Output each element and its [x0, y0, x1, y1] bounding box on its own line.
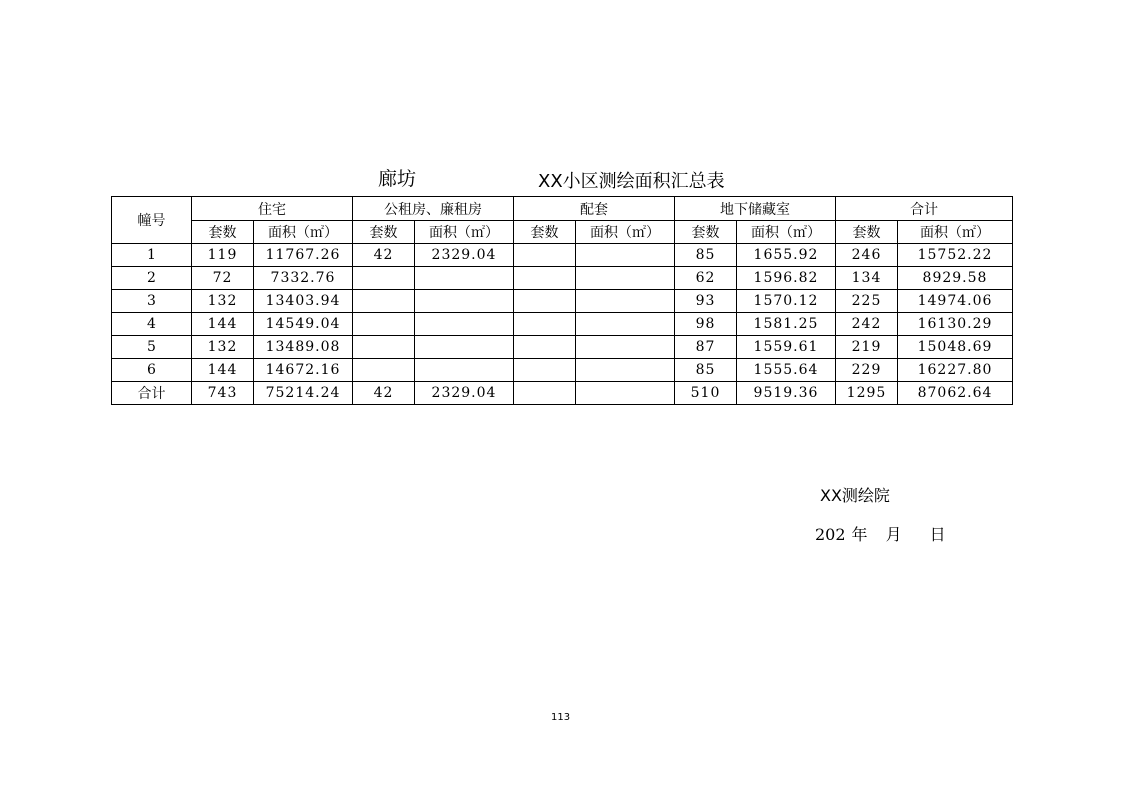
table-cell: 13403.94 [254, 290, 353, 313]
table-cell [576, 382, 675, 405]
table-cell: 1596.82 [737, 267, 836, 290]
table-cell: 144 [192, 359, 254, 382]
table-cell [514, 290, 576, 313]
table-row [112, 336, 1013, 359]
table-cell: 15048.69 [898, 336, 1013, 359]
table-cell: 85 [675, 244, 737, 267]
table-cell [576, 267, 675, 290]
row-building-cell: 5 [112, 336, 192, 359]
table-cell [415, 290, 514, 313]
table-cell: 98 [675, 313, 737, 336]
table-cell [514, 359, 576, 382]
table-cell [514, 336, 576, 359]
header-units: 套数 [836, 221, 898, 244]
table-cell [576, 336, 675, 359]
table-cell: 87 [675, 336, 737, 359]
table-cell [353, 313, 415, 336]
table-cell: 219 [836, 336, 898, 359]
table-cell: 11767.26 [254, 244, 353, 267]
table-cell: 14974.06 [898, 290, 1013, 313]
table-cell: 242 [836, 313, 898, 336]
table-cell: 1581.25 [737, 313, 836, 336]
table-cell: 13489.08 [254, 336, 353, 359]
date-day-label: 日 [929, 525, 946, 544]
table-cell: 14549.04 [254, 313, 353, 336]
title-prefix: 廊坊 [378, 168, 417, 190]
table-cell [353, 336, 415, 359]
table-cell: 132 [192, 336, 254, 359]
row-building-cell: 2 [112, 267, 192, 290]
row-building-cell: 4 [112, 313, 192, 336]
header-area: 面积（㎡） [898, 221, 1013, 244]
table-cell: 229 [836, 359, 898, 382]
header-group-residential: 住宅 [192, 197, 353, 221]
table-cell: 1570.12 [737, 290, 836, 313]
signature-date [815, 522, 946, 545]
table-cell: 510 [675, 382, 737, 405]
table-cell [415, 359, 514, 382]
table-row [112, 382, 1013, 405]
table-cell [576, 290, 675, 313]
table-cell: 62 [675, 267, 737, 290]
table-cell [514, 267, 576, 290]
header-area: 面积（㎡） [254, 221, 353, 244]
table-cell [514, 244, 576, 267]
table-cell [415, 336, 514, 359]
header-units: 套数 [192, 221, 254, 244]
table-row [112, 313, 1013, 336]
table-cell [514, 382, 576, 405]
date-year: 202 [815, 525, 846, 544]
table-cell: 1555.64 [737, 359, 836, 382]
table-cell: 225 [836, 290, 898, 313]
table-cell: 2329.04 [415, 382, 514, 405]
table-cell: 14672.16 [254, 359, 353, 382]
page-title: XX小区测绘面积汇总表 [538, 171, 725, 192]
table-row [112, 244, 1013, 267]
table-cell: 42 [353, 244, 415, 267]
area-summary-table [111, 196, 1013, 405]
header-area: 面积（㎡） [576, 221, 675, 244]
table-row [112, 359, 1013, 382]
table-cell [514, 313, 576, 336]
table-cell: 75214.24 [254, 382, 353, 405]
table-cell: 87062.64 [898, 382, 1013, 405]
table-cell: 132 [192, 290, 254, 313]
table-cell: 9519.36 [737, 382, 836, 405]
table-cell: 8929.58 [898, 267, 1013, 290]
table-cell: 16227.80 [898, 359, 1013, 382]
table-cell [576, 313, 675, 336]
table-cell: 93 [675, 290, 737, 313]
table-cell: 134 [836, 267, 898, 290]
table-cell: 7332.76 [254, 267, 353, 290]
header-units: 套数 [353, 221, 415, 244]
header-group-public-rental: 公租房、廉租房 [353, 197, 514, 221]
header-group-basement-storage: 地下储藏室 [675, 197, 836, 221]
table-cell [353, 290, 415, 313]
surveying-institute-name: XX测绘院 [820, 486, 890, 505]
table-cell: 144 [192, 313, 254, 336]
table-cell: 246 [836, 244, 898, 267]
table-cell: 1559.61 [737, 336, 836, 359]
row-building-cell: 1 [112, 244, 192, 267]
header-units: 套数 [514, 221, 576, 244]
table-cell: 16130.29 [898, 313, 1013, 336]
table-cell: 85 [675, 359, 737, 382]
table-cell: 2329.04 [415, 244, 514, 267]
header-building: 幢号 [112, 197, 192, 244]
table-cell [576, 244, 675, 267]
table-cell: 15752.22 [898, 244, 1013, 267]
header-area: 面积（㎡） [415, 221, 514, 244]
date-year-label: 年 [851, 525, 868, 544]
table-cell [353, 359, 415, 382]
row-building-cell: 6 [112, 359, 192, 382]
table-cell: 72 [192, 267, 254, 290]
header-group-supporting: 配套 [514, 197, 675, 221]
table-cell [415, 313, 514, 336]
header-area: 面积（㎡） [737, 221, 836, 244]
table-cell: 1655.92 [737, 244, 836, 267]
date-month-label: 月 [885, 525, 902, 544]
table-cell: 743 [192, 382, 254, 405]
table-header-row-subcolumns [112, 221, 1013, 244]
table-cell [576, 359, 675, 382]
table-cell [353, 267, 415, 290]
table-cell: 42 [353, 382, 415, 405]
row-building-cell: 合计 [112, 382, 192, 405]
table-cell [415, 267, 514, 290]
table-row [112, 267, 1013, 290]
table-row [112, 290, 1013, 313]
table-cell: 1295 [836, 382, 898, 405]
header-units: 套数 [675, 221, 737, 244]
header-group-total: 合计 [836, 197, 1013, 221]
page-number: 113 [551, 712, 571, 723]
table-header-row-groups [112, 197, 1013, 221]
row-building-cell: 3 [112, 290, 192, 313]
table-cell: 119 [192, 244, 254, 267]
